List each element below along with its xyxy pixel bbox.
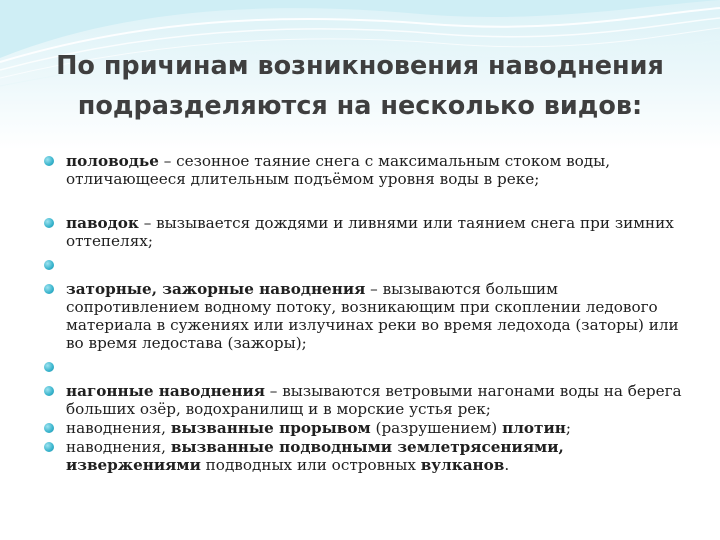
list-item bbox=[44, 382, 694, 418]
slide-title-line-2: подразделяются на несколько видов: bbox=[77, 91, 643, 121]
bullet-term: паводок bbox=[66, 214, 139, 232]
bullet-text: – вызываются ветровыми нагонами воды на берега больших озёр, водохранилищ и в морские устья рек; bbox=[66, 382, 682, 418]
bullet-term-2: плотин bbox=[502, 419, 566, 437]
slide-title bbox=[20, 46, 700, 126]
bullet-icon bbox=[44, 423, 54, 433]
bullet-text-pre: наводнения, bbox=[66, 438, 171, 456]
bullet-icon bbox=[44, 218, 54, 228]
slide-title-line-1: По причинам возникновения наводнения bbox=[56, 51, 664, 81]
bullet-term: нагонные наводнения bbox=[66, 382, 265, 400]
list-item bbox=[44, 419, 694, 437]
bullet-icon bbox=[44, 362, 54, 372]
bullet-term: вызванные прорывом bbox=[170, 419, 371, 437]
bullet-list bbox=[44, 152, 694, 474]
bullet-icon bbox=[44, 442, 54, 452]
bullet-text-mid: подводных или островных bbox=[200, 456, 421, 474]
list-item bbox=[44, 280, 694, 352]
bullet-text-mid: (разрушением) bbox=[370, 419, 503, 437]
list-item-empty bbox=[44, 358, 694, 376]
bullet-term: половодье bbox=[66, 152, 159, 170]
bullet-text: – вызываются большим сопротивлением водному потоку, возникающим при скоплении ледового материала в сужениях или излучинах реки во время ледохода (заторы) или во время ледостава (зажоры); bbox=[66, 280, 679, 352]
bullet-text: – сезонное таяние снега с максимальным стоком воды, отличающееся длительным подъёмом уровня воды в реке; bbox=[66, 152, 611, 188]
bullet-term-2: вулканов bbox=[420, 456, 505, 474]
bullet-text-pre: наводнения, bbox=[66, 419, 171, 437]
bullet-term: заторные, зажорные наводнения bbox=[66, 280, 366, 298]
bullet-icon bbox=[44, 260, 54, 270]
bullet-icon bbox=[44, 386, 54, 396]
bullet-term: вызванные подводными землетрясениями, извержениями bbox=[66, 438, 564, 474]
list-item-empty bbox=[44, 256, 694, 274]
list-item bbox=[44, 214, 694, 250]
bullet-icon bbox=[44, 156, 54, 166]
list-item bbox=[44, 438, 694, 474]
bullet-text: – вызывается дождями и ливнями или таянием снега при зимних оттепелях; bbox=[66, 214, 674, 250]
list-item bbox=[44, 152, 694, 188]
bullet-icon bbox=[44, 284, 54, 294]
bullet-text-post: . bbox=[504, 456, 510, 474]
bullet-text-post: ; bbox=[565, 419, 571, 437]
